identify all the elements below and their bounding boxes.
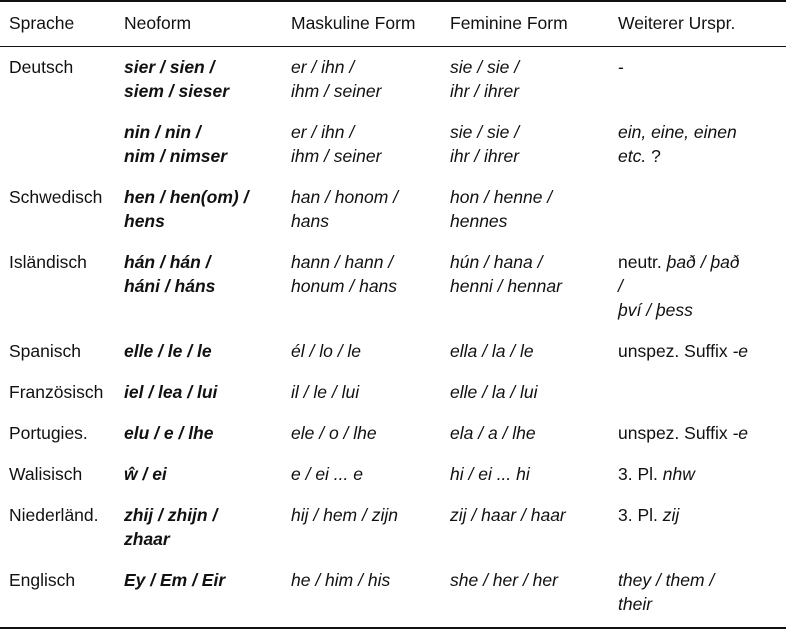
- cell-feminine: hi / ei ... hi: [450, 464, 530, 484]
- cell-feminine: hún / hana / henni / hennar: [450, 252, 562, 296]
- cell-feminine: she / her / her: [450, 570, 558, 590]
- cell-maskuline: han / honom / hans: [291, 187, 399, 231]
- cell-sprache: Englisch: [9, 570, 76, 590]
- cell-weiterer: 3. Pl. nhw: [618, 464, 695, 484]
- cell-maskuline: ele / o / lhe: [291, 423, 377, 443]
- cell-weiterer: neutr. það / það / því / þess: [618, 252, 740, 320]
- cell-sprache: Isländisch: [9, 252, 87, 272]
- table-row: [0, 332, 786, 373]
- cell-neoform: zhij / zhijn / zhaar: [124, 505, 218, 549]
- cell-neoform: hán / hán / háni / háns: [124, 252, 216, 296]
- table-row: [0, 561, 786, 616]
- cell-neoform: Ey / Em / Eir: [124, 570, 226, 590]
- cell-sprache: Niederländ.: [9, 505, 99, 525]
- cell-sprache: Deutsch: [9, 57, 74, 77]
- cell-maskuline: il / le / lui: [291, 382, 360, 402]
- cell-feminine: sie / sie / ihr / ihrer: [450, 57, 520, 101]
- header-weiterer-urspr: Weiterer Urspr.: [618, 13, 736, 33]
- cell-feminine: sie / sie / ihr / ihrer: [450, 122, 520, 166]
- cell-neoform: hen / hen(om) / hens: [124, 187, 249, 231]
- cell-sprache: Walisisch: [9, 464, 83, 484]
- cell-neoform: elu / e / lhe: [124, 423, 214, 443]
- cell-maskuline: er / ihn / ihm / seiner: [291, 122, 382, 166]
- cell-sprache: Portugies.: [9, 423, 88, 443]
- cell-maskuline: er / ihn / ihm / seiner: [291, 57, 382, 101]
- cell-sprache: Französisch: [9, 382, 104, 402]
- cell-neoform: sier / sien / siem / sieser: [124, 57, 230, 101]
- cell-sprache: [0, 113, 124, 178]
- cell-feminine: ella / la / le: [450, 341, 534, 361]
- table-row: [0, 373, 786, 414]
- table-row: [0, 178, 786, 243]
- cell-maskuline: he / him / his: [291, 570, 391, 590]
- cell-feminine: hon / henne / hennes: [450, 187, 553, 231]
- cell-weiterer: unspez. Suffix -e: [618, 341, 749, 361]
- cell-weiterer: [618, 373, 786, 414]
- cell-feminine: zij / haar / haar: [450, 505, 566, 525]
- table-row: [0, 414, 786, 455]
- table-row: [0, 496, 786, 561]
- cell-sprache: Spanisch: [9, 341, 81, 361]
- table-row: [0, 455, 786, 496]
- header-sprache: Sprache: [9, 13, 75, 33]
- header-maskuline-form: Maskuline Form: [291, 13, 416, 33]
- table-row: [0, 46, 786, 113]
- cell-maskuline: él / lo / le: [291, 341, 362, 361]
- header-feminine-form: Feminine Form: [450, 13, 568, 33]
- table-header-row: [0, 0, 786, 46]
- cell-maskuline: hann / hann / honum / hans: [291, 252, 398, 296]
- cell-sprache: Schwedisch: [9, 187, 103, 207]
- cell-weiterer: unspez. Suffix -e: [618, 423, 749, 443]
- cell-feminine: ela / a / lhe: [450, 423, 536, 443]
- table-row: [0, 113, 786, 178]
- table-row: [0, 243, 786, 332]
- cell-weiterer: [618, 178, 786, 243]
- cell-weiterer: 3. Pl. zij: [618, 505, 680, 525]
- cell-weiterer: -: [618, 57, 624, 77]
- cell-neoform: iel / lea / lui: [124, 382, 218, 402]
- cell-maskuline: hij / hem / zijn: [291, 505, 398, 525]
- table-bottom-rule: [0, 627, 786, 629]
- cell-feminine: elle / la / lui: [450, 382, 538, 402]
- cell-neoform: ŵ / ei: [124, 464, 167, 484]
- cell-maskuline: e / ei ... e: [291, 464, 363, 484]
- header-neoform: Neoform: [124, 13, 192, 33]
- cell-neoform: elle / le / le: [124, 341, 212, 361]
- cell-weiterer: they / them / their: [618, 570, 715, 614]
- cell-neoform: nin / nin / nim / nimser: [124, 122, 228, 166]
- cell-weiterer: ein, eine, einen etc. ?: [618, 122, 737, 166]
